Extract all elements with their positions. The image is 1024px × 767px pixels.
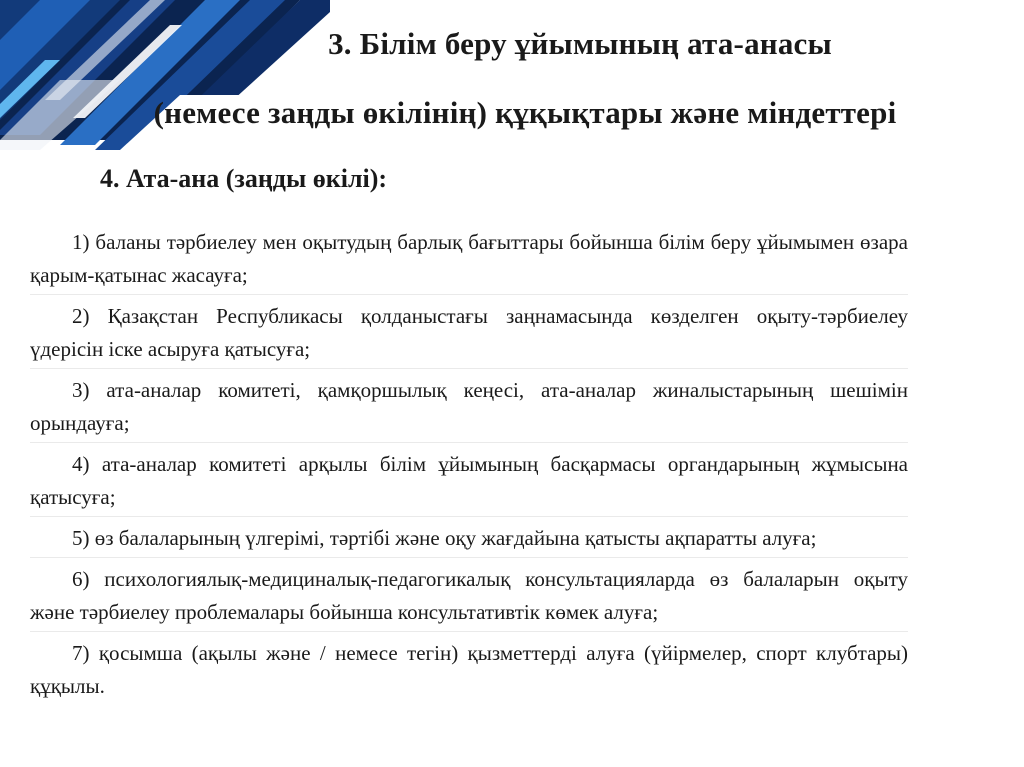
subheading: 4. Ата-ана (заңды өкілі): bbox=[100, 164, 388, 193]
list-item: 6) психологиялық-медициналық-педагогикалық консультацияларда өз балаларын оқыту және тәрбиелеу проблемалары бойынша консультативтік көмек алуға; bbox=[30, 563, 908, 632]
list-item: 2) Қазақстан Республикасы қолданыстағы заңнамасында көзделген оқыту-тәрбиелеу үдерісін іске асыруға қатысуға; bbox=[30, 300, 908, 369]
list-item: 1) баланы тәрбиелеу мен оқытудың барлық бағыттары бойынша білім беру ұйымымен өзара қарым-қатынас жасауға; bbox=[30, 226, 908, 295]
list-item: 7) қосымша (ақылы және / немесе тегін) қызметтерді алуға (үйірмелер, спорт клубтары) құқылы. bbox=[30, 641, 908, 698]
rights-list bbox=[30, 226, 908, 710]
list-item: 3) ата-аналар комитеті, қамқоршылық кеңесі, ата-аналар жиналыстарының шешімін орындауға; bbox=[30, 374, 908, 443]
title-line-2: (немесе заңды өкілінің) құқықтары және міндеттері bbox=[153, 95, 897, 130]
list-item: 4) ата-аналар комитеті арқылы білім ұйымының басқармасы органдарының жұмысына қатысуға; bbox=[30, 448, 908, 517]
title-line-1: 3. Білім беру ұйымының ата-анасы bbox=[328, 26, 832, 61]
list-item: 5) өз балаларының үлгерімі, тәртібі және оқу жағдайына қатысты ақпаратты алуға; bbox=[30, 522, 908, 558]
